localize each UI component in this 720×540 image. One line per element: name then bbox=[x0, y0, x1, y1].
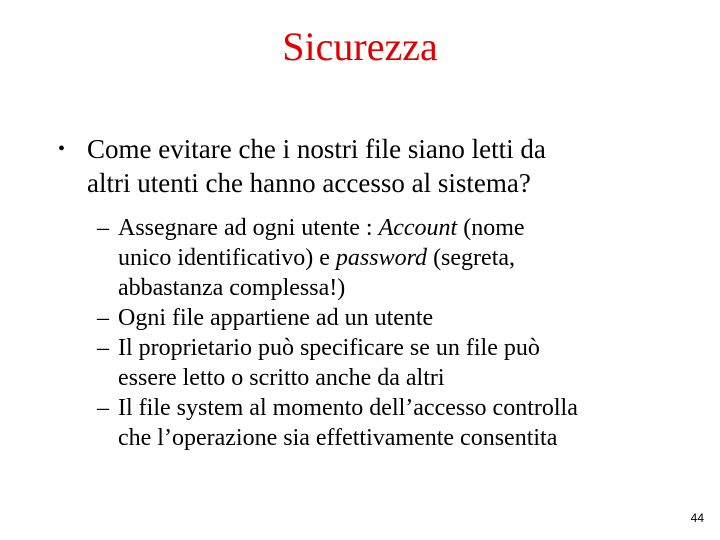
sub-bullet-file-owner bbox=[97, 303, 677, 333]
sub-bullet-3-line-1: Il proprietario può specificare se un file può bbox=[118, 335, 540, 361]
sub-bullet-marker: – bbox=[97, 215, 109, 241]
sub-bullet-3-line-2: essere letto o scritto anche da altri bbox=[118, 365, 445, 391]
main-bullet bbox=[58, 132, 658, 200]
sub-bullet-4-line-1: Il file system al momento dell’accesso controlla bbox=[118, 395, 578, 421]
sub-bullet-2-line-1: Ogni file appartiene ad un utente bbox=[118, 305, 434, 331]
sub-bullet-marker: – bbox=[97, 305, 109, 331]
bullet-marker: • bbox=[58, 138, 66, 160]
term-account: Account bbox=[378, 215, 458, 241]
sub-bullet-marker: – bbox=[97, 395, 109, 421]
main-bullet-line-1: Come evitare che i nostri file siano letti da bbox=[87, 134, 546, 164]
main-bullet-line-2: altri utenti che hanno accesso al sistema? bbox=[87, 168, 531, 198]
page-number: 44 bbox=[690, 511, 704, 525]
main-bullet-text bbox=[87, 132, 658, 200]
sub-bullet-4-line-2: che l’operazione sia effettivamente consentita bbox=[118, 425, 558, 451]
sub-bullet-account-password bbox=[97, 213, 677, 303]
term-password: password bbox=[335, 245, 428, 271]
sub-bullet-access-check bbox=[97, 393, 677, 453]
sub-bullet-1-line-1: Assegnare ad ogni utente : Account (nome bbox=[118, 215, 525, 241]
sub-bullet-owner-permissions bbox=[97, 333, 677, 393]
sub-bullet-marker: – bbox=[97, 335, 109, 361]
sub-bullet-list bbox=[97, 213, 677, 453]
sub-bullet-1-line-2: unico identificativo) e password (segreta, bbox=[118, 245, 516, 271]
sub-bullet-1-line-3: abbastanza complessa!) bbox=[118, 275, 346, 301]
slide-title: Sicurezza bbox=[282, 24, 438, 69]
